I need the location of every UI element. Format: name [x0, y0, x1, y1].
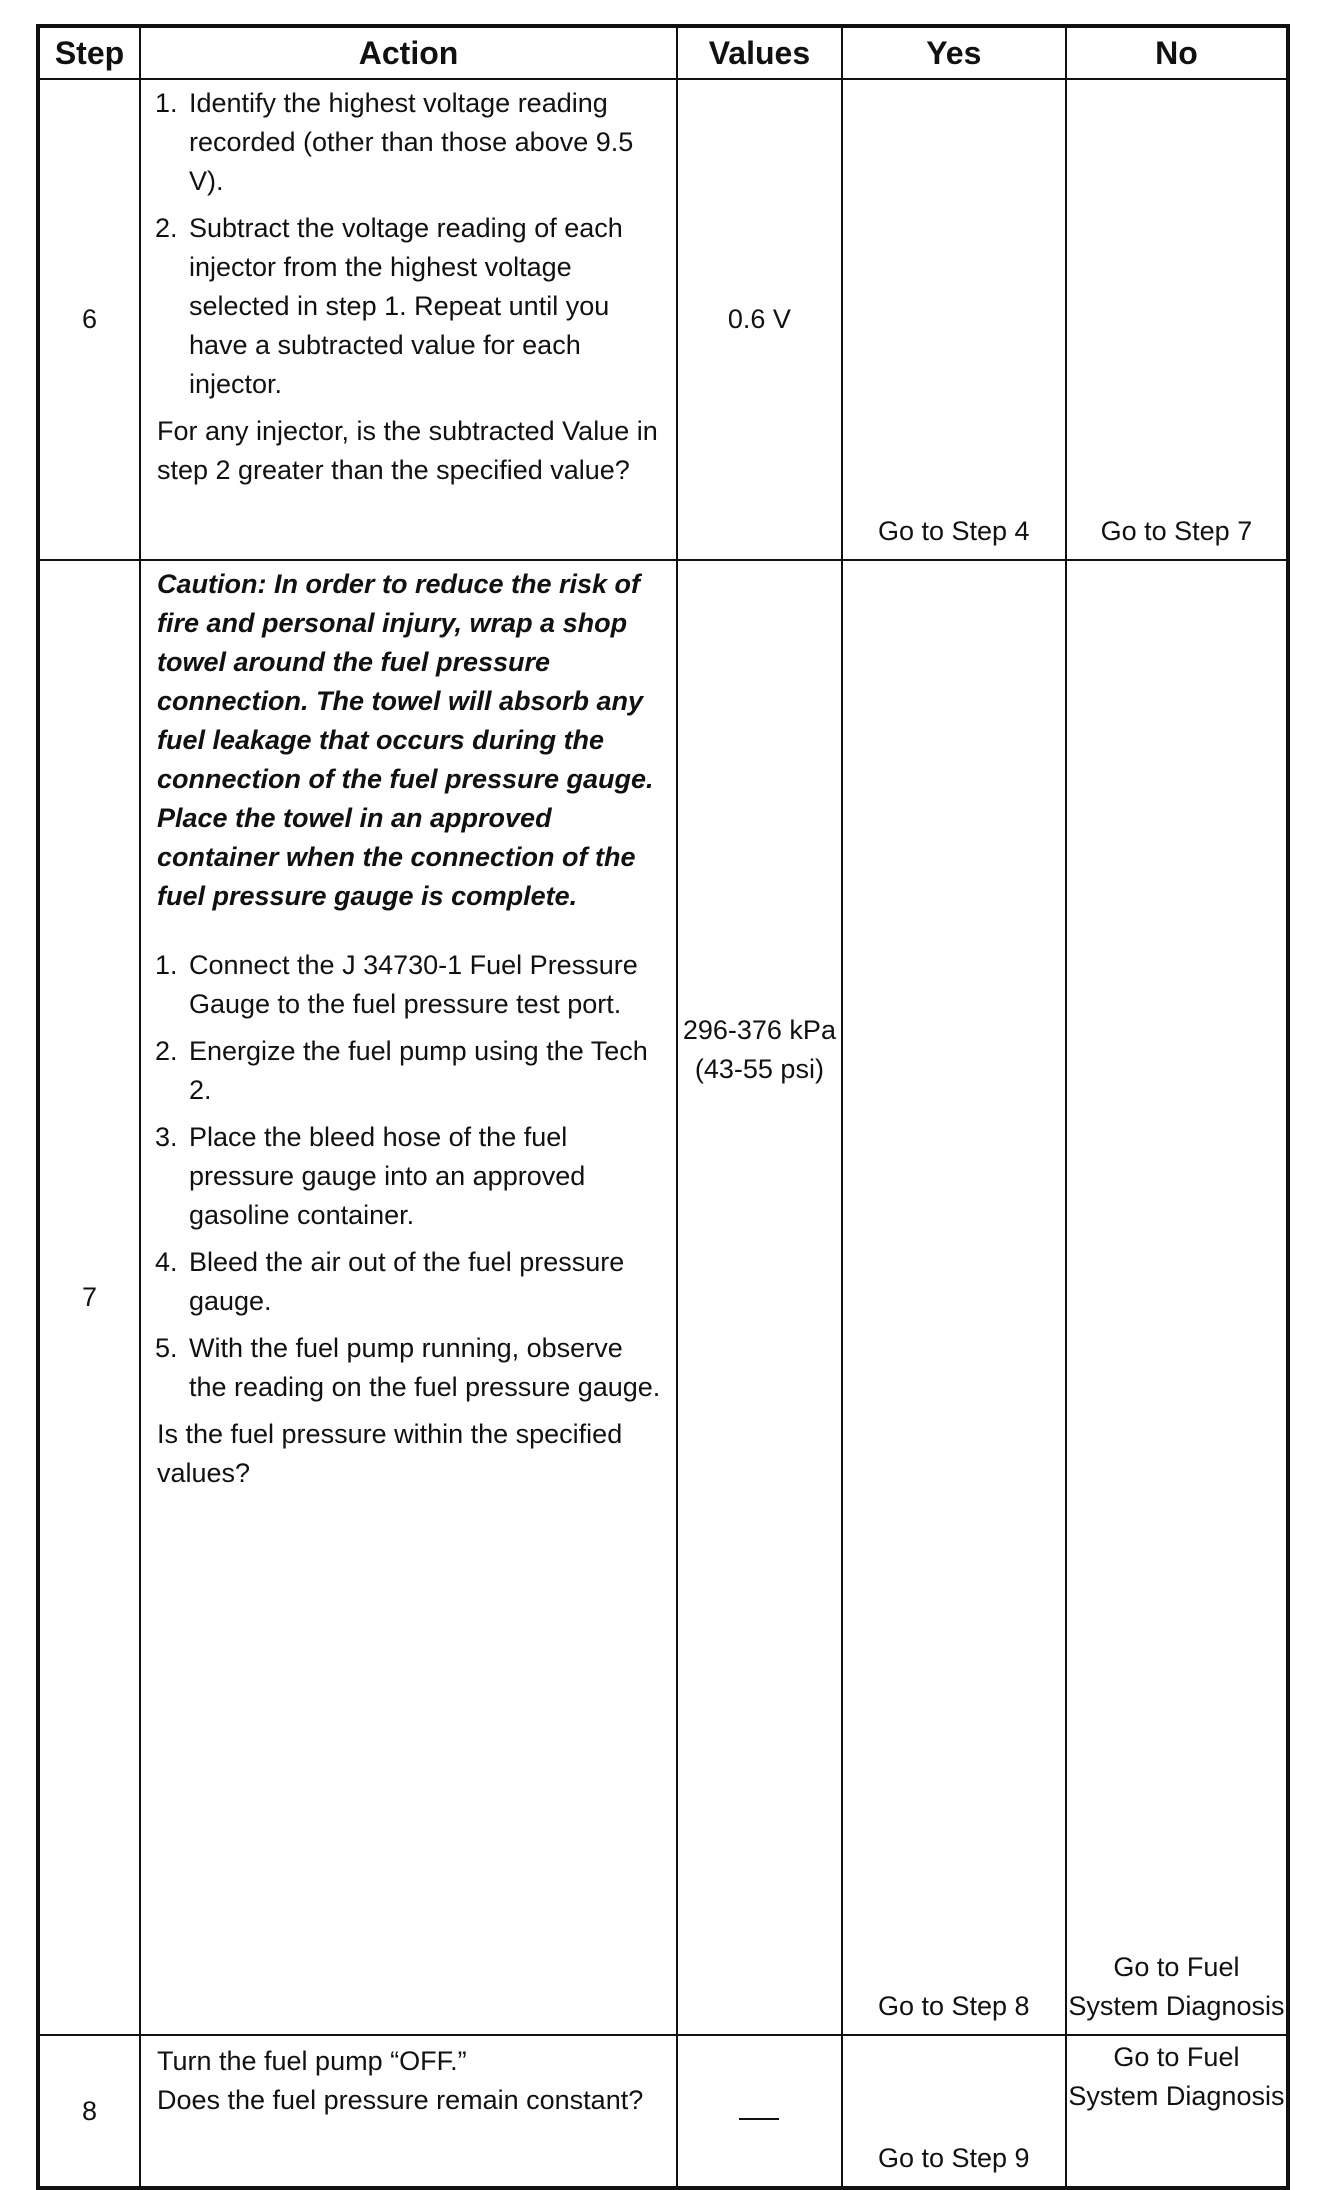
action-steps-list [157, 84, 666, 404]
values-cell: 296-376 kPa (43-55 psi) [677, 560, 842, 2035]
values-cell: 0.6 V [677, 79, 842, 560]
header-step: Step [38, 26, 140, 79]
action-step: 2. Subtract the voltage reading of each injector from the highest voltage selected in step 1. Repeat until you have a subtracted value for each injector. [185, 209, 666, 404]
step-number: 7 [38, 560, 140, 2035]
action-question: For any injector, is the subtracted Value in step 2 greater than the specified value? [156, 416, 658, 485]
action-step: 2. Energize the fuel pump using the Tech 2. [185, 1032, 666, 1110]
action-step: 4. Bleed the air out of the fuel pressure gauge. [185, 1243, 666, 1321]
no-cell: Go to Step 7 [1066, 79, 1288, 560]
action-step: 1. Connect the J 34730-1 Fuel Pressure Gauge to the fuel pressure test port. [185, 946, 666, 1024]
yes-cell: Go to Step 9 [842, 2035, 1066, 2188]
yes-cell: Go to Step 4 [842, 79, 1066, 560]
no-value-dash [739, 2092, 779, 2120]
values-cell [677, 2035, 842, 2188]
action-steps-list [157, 946, 666, 1407]
table-row-step-6 [38, 79, 1288, 560]
action-step: 3. Place the bleed hose of the fuel pressure gauge into an approved gasoline container. [185, 1118, 666, 1235]
header-action: Action [140, 26, 677, 79]
header-no: No [1066, 26, 1288, 79]
header-yes: Yes [842, 26, 1066, 79]
step-number: 6 [38, 79, 140, 560]
action-cell [140, 2035, 677, 2188]
caution-note: Caution: In order to reduce the risk of fire and personal injury, wrap a shop towel around the fuel pressure connection. The towel will absorb any fuel leakage that occurs during the connection of the fuel pressure gauge. Place the towel in an approved container when the connection of the fuel pressure gauge is complete. [156, 569, 654, 911]
action-step: 1. Identify the highest voltage reading recorded (other than those above 9.5 V). [185, 84, 666, 201]
action-step: 5. With the fuel pump running, observe the reading on the fuel pressure gauge. [185, 1329, 666, 1407]
table-row-step-7 [38, 560, 1288, 2035]
action-cell [140, 79, 677, 560]
action-question: Does the fuel pressure remain constant? [156, 2085, 644, 2115]
diagnostic-table [36, 24, 1290, 2190]
table-row-step-8 [38, 2035, 1288, 2188]
diagnostic-table-page [36, 24, 1290, 2190]
no-cell: Go to Fuel System Diagnosis [1066, 2035, 1288, 2188]
action-question: Is the fuel pressure within the specified values? [156, 1419, 623, 1488]
action-instruction: Turn the fuel pump “OFF.” [156, 2046, 467, 2076]
yes-cell: Go to Step 8 [842, 560, 1066, 2035]
action-cell [140, 560, 677, 2035]
step-number: 8 [38, 2035, 140, 2188]
header-row [38, 26, 1288, 79]
header-values: Values [677, 26, 842, 79]
no-cell: Go to Fuel System Diagnosis [1066, 560, 1288, 2035]
